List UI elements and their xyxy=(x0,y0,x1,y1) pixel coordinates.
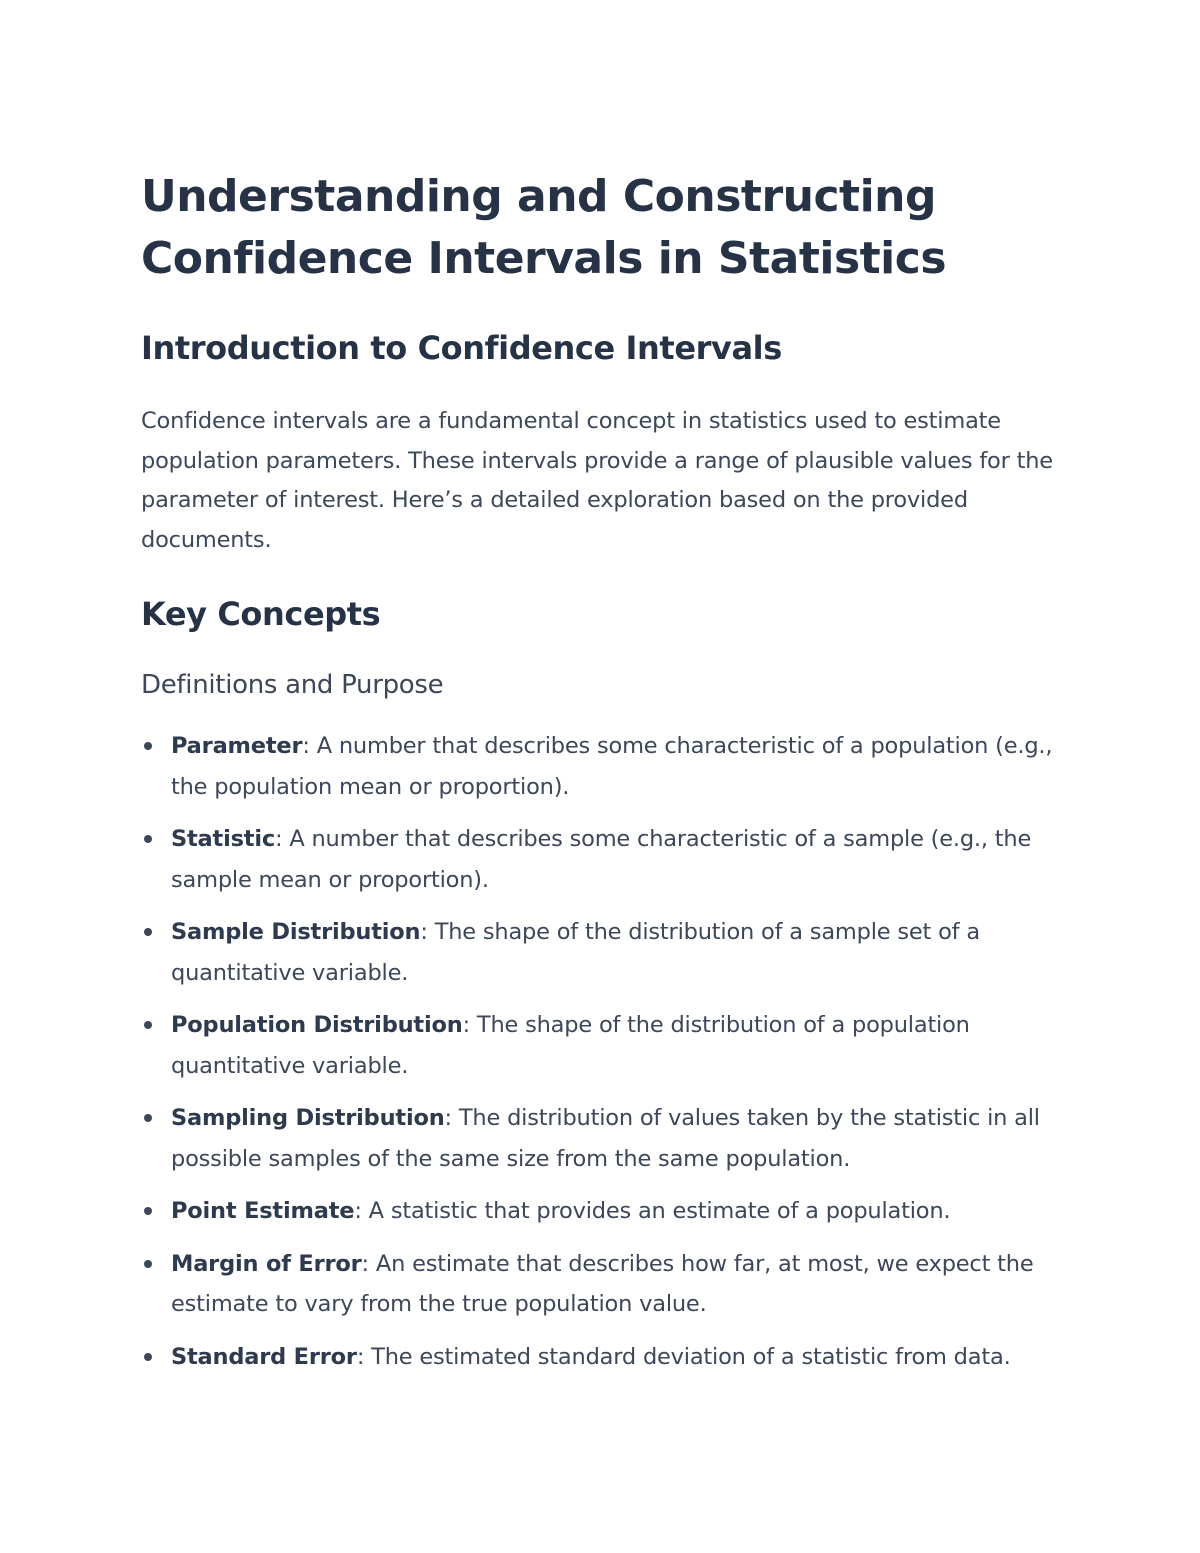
definitions-list xyxy=(141,726,1061,1377)
term-definition: : The shape of the distribution of a population quantitative variable. xyxy=(171,1012,970,1079)
term-label: Standard Error xyxy=(171,1343,357,1370)
term-label: Population Distribution xyxy=(171,1012,463,1038)
term-definition: : The estimated standard deviation of a statistic from data. xyxy=(356,1343,1011,1370)
bullet-icon xyxy=(144,928,152,936)
bullet-icon xyxy=(144,742,152,750)
term-label: Margin of Error xyxy=(171,1250,362,1277)
definitions-subheading: Definitions and Purpose xyxy=(141,670,444,700)
list-item xyxy=(141,1005,1061,1086)
bullet-icon xyxy=(144,835,152,843)
list-item xyxy=(141,912,1061,993)
term-definition: : A number that describes some characteristic of a sample (e.g., the sample mean or proportion). xyxy=(171,826,1032,893)
document-page xyxy=(141,166,1061,1389)
term-label: Statistic xyxy=(171,826,276,852)
list-item xyxy=(141,1191,1061,1232)
term-label: Sample Distribution xyxy=(171,919,421,945)
list-item xyxy=(141,1337,1061,1378)
list-item xyxy=(141,1098,1061,1179)
term-label: Sampling Distribution xyxy=(171,1105,445,1131)
bullet-icon xyxy=(144,1207,152,1215)
intro-heading: Introduction to Confidence Intervals xyxy=(141,329,782,367)
list-item xyxy=(141,1244,1061,1325)
bullet-icon xyxy=(144,1353,152,1361)
list-item xyxy=(141,819,1061,900)
term-definition: : A number that describes some characteristic of a population (e.g., the population mean or proportion). xyxy=(171,733,1053,800)
title-line-2: Confidence Intervals in Statistics xyxy=(141,233,947,284)
intro-paragraph: Confidence intervals are a fundamental concept in statistics used to estimate population parameters. These intervals provide a range of plausible values for the parameter of interest. Here’s a detailed exploration based on the provided documents. xyxy=(141,408,1053,553)
term-label: Parameter xyxy=(171,733,303,759)
bullet-icon xyxy=(144,1021,152,1029)
term-definition: : A statistic that provides an estimate of a population. xyxy=(354,1198,951,1224)
term-definition: : The shape of the distribution of a sample set of a quantitative variable. xyxy=(171,919,980,986)
term-definition: : The distribution of values taken by the statistic in all possible samples of the same size from the same population. xyxy=(171,1105,1040,1172)
document-title xyxy=(141,166,1061,290)
list-item xyxy=(141,726,1061,807)
term-definition: : An estimate that describes how far, at most, we expect the estimate to vary from the true population value. xyxy=(171,1250,1034,1317)
bullet-icon xyxy=(144,1114,152,1122)
bullet-icon xyxy=(144,1260,152,1268)
key-concepts-heading: Key Concepts xyxy=(141,595,381,633)
term-label: Point Estimate xyxy=(171,1198,355,1224)
title-line-1: Understanding and Constructing xyxy=(141,171,936,222)
